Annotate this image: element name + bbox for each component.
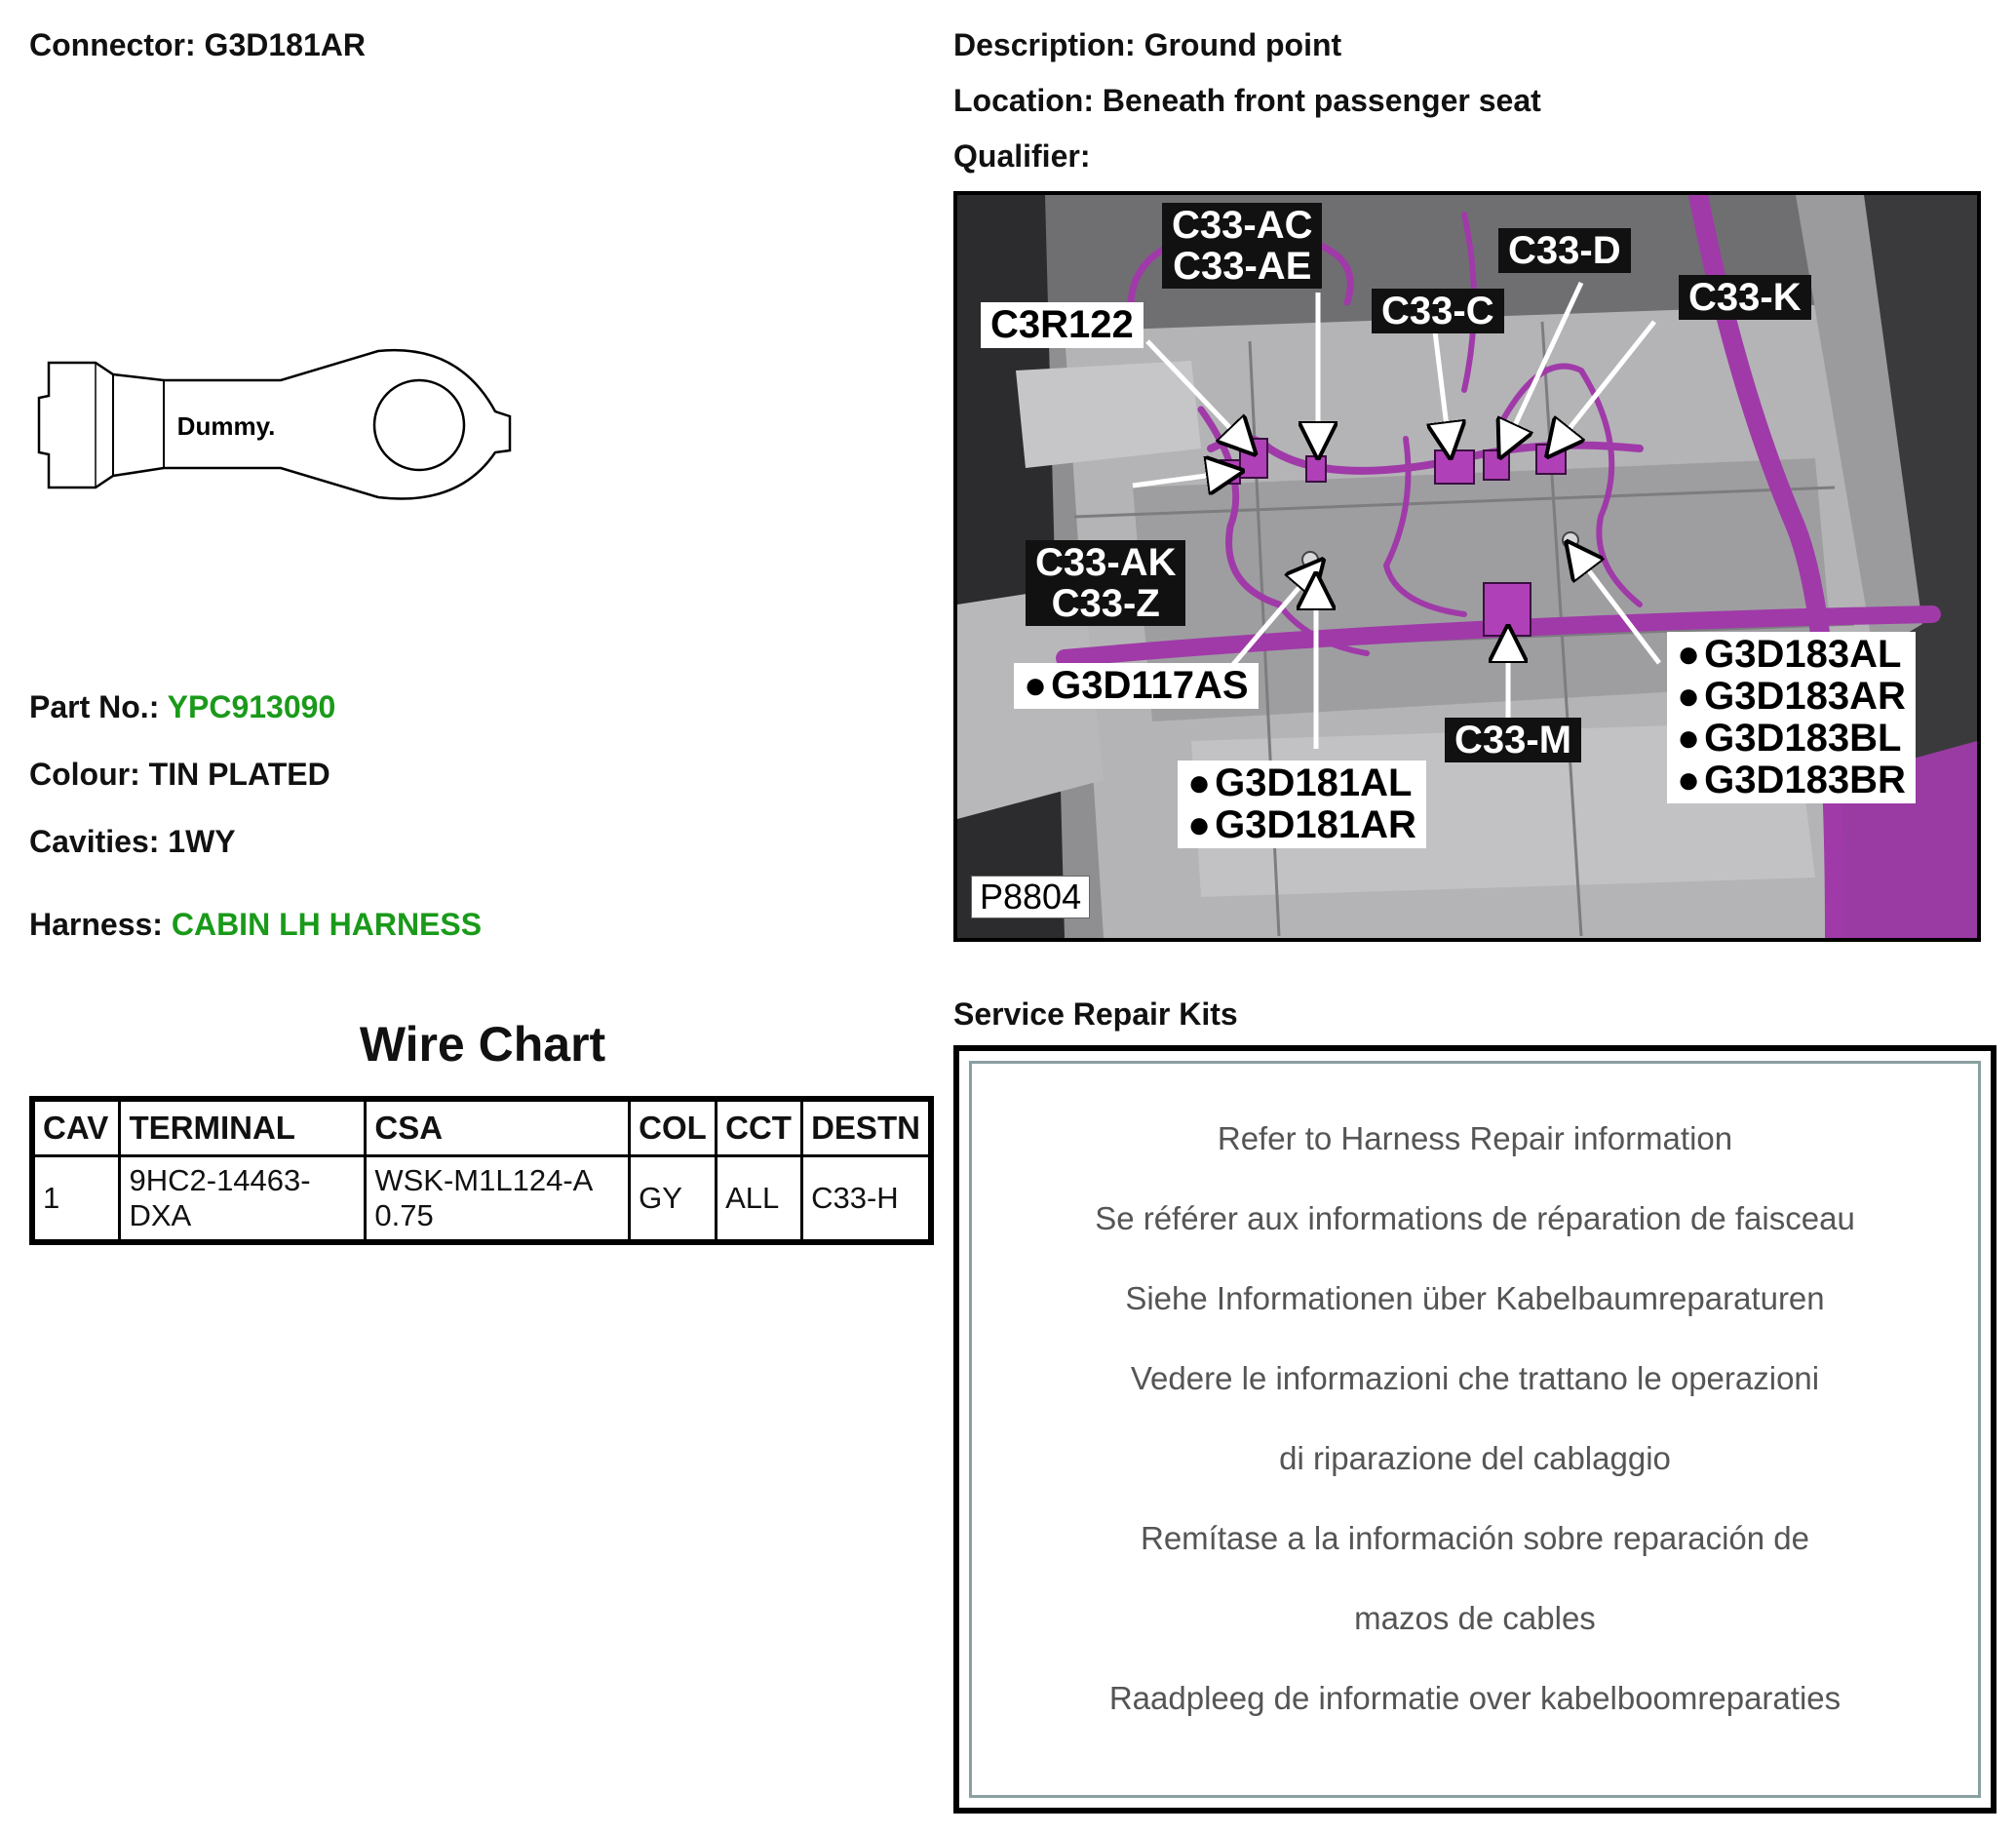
photo-label-g3d117as: ● G3D117AS: [1014, 663, 1259, 709]
wire-chart-title: Wire Chart: [359, 1017, 606, 1072]
cell-csa-line1: WSK-M1L124-A: [374, 1163, 594, 1197]
kit-line-nl: Raadpleeg de informatie over kabelboomreparaties: [1108, 1680, 1842, 1716]
header-csa: CSA: [366, 1099, 630, 1156]
cell-cct: ALL: [717, 1156, 802, 1243]
connector-field: [29, 27, 366, 63]
service-repair-kits-title: Service Repair Kits: [953, 996, 1238, 1032]
wire-chart-header-row: [32, 1099, 931, 1156]
description-value: Ground point: [1144, 27, 1342, 62]
kit-line-es-1: Remítase a la información sobre reparación de: [1140, 1520, 1810, 1556]
description-field: [953, 27, 1341, 63]
photo-label-g3d183br: ● G3D183BR: [1677, 760, 1906, 801]
cavities-label: Cavities:: [29, 824, 160, 859]
cell-cav: 1: [32, 1156, 120, 1243]
header-col: COL: [630, 1099, 717, 1156]
header-cct: CCT: [717, 1099, 802, 1156]
terminal-drawing: [37, 343, 515, 509]
connector-label: Connector:: [29, 27, 196, 62]
photo-label-c33-c: C33-C: [1372, 289, 1504, 333]
qualifier-label: Qualifier:: [953, 138, 1091, 174]
kit-line-fr: Se référer aux informations de réparation de faisceau: [1095, 1200, 1855, 1236]
cell-csa: [366, 1156, 630, 1243]
terminal-label: Dummy.: [176, 411, 276, 441]
photo-label-c33-m: C33-M: [1445, 718, 1581, 762]
colour-value: TIN PLATED: [148, 757, 330, 792]
location-photo: [953, 191, 1981, 942]
photo-label-g3d181ar: ● G3D181AR: [1187, 804, 1416, 846]
kit-line-en: Refer to Harness Repair information: [1217, 1120, 1733, 1156]
cell-terminal-line2: DXA: [129, 1198, 192, 1232]
photo-label-c3r122: C3R122: [981, 302, 1144, 348]
kit-line-it-2: di riparazione del cablaggio: [1279, 1440, 1671, 1476]
wire-chart-table: [29, 1096, 934, 1245]
cell-terminal-line1: 9HC2-14463-: [129, 1163, 311, 1197]
photo-label-g3d183bl: ● G3D183BL: [1677, 718, 1906, 760]
kit-line-it-1: Vedere le informazioni che trattano le operazioni: [1130, 1360, 1820, 1396]
description-label: Description:: [953, 27, 1136, 62]
part-no-field: [29, 689, 335, 725]
photo-label-c33-ac-ae: [1162, 203, 1322, 289]
location-label: Location:: [953, 83, 1094, 118]
photo-label-g3d183al: ● G3D183AL: [1677, 634, 1906, 676]
harness-field: [29, 907, 482, 943]
cavities-value: 1WY: [168, 824, 236, 859]
photo-label-g3d183ar: ● G3D183AR: [1677, 676, 1906, 718]
connector-value: G3D181AR: [204, 27, 366, 62]
part-no-label: Part No.:: [29, 689, 160, 724]
harness-value[interactable]: CABIN LH HARNESS: [171, 907, 483, 942]
cavities-field: [29, 824, 236, 860]
colour-field: [29, 757, 330, 793]
kit-line-es-2: mazos de cables: [1354, 1600, 1596, 1636]
part-no-value[interactable]: YPC913090: [167, 689, 336, 724]
colour-label: Colour:: [29, 757, 140, 792]
photo-label-c33-ac: C33-AC: [1172, 204, 1313, 247]
kit-line-de: Siehe Informationen über Kabelbaumreparaturen: [1125, 1280, 1825, 1316]
photo-label-c33-z: C33-Z: [1051, 582, 1160, 625]
photo-label-g3d183-group: [1667, 632, 1916, 803]
header-terminal: TERMINAL: [120, 1099, 366, 1156]
service-repair-kits-inner-frame: [969, 1061, 1981, 1798]
photo-label-c33-k: C33-K: [1679, 275, 1811, 320]
photo-label-c33-d: C33-D: [1498, 228, 1631, 273]
photo-label-g3d181al: ● G3D181AL: [1187, 762, 1416, 804]
photo-label-c33-ak: C33-AK: [1035, 541, 1177, 584]
photo-label-g3d181-group: [1178, 761, 1426, 848]
photo-reference-id: P8804: [971, 876, 1090, 918]
cell-col: GY: [630, 1156, 717, 1243]
cell-terminal: [120, 1156, 366, 1243]
photo-label-c33-ak-z: [1026, 540, 1185, 626]
harness-label: Harness:: [29, 907, 163, 942]
qualifier-field: [953, 138, 1090, 175]
header-destn: DESTN: [802, 1099, 931, 1156]
location-value: Beneath front passenger seat: [1102, 83, 1541, 118]
cell-destn: C33-H: [802, 1156, 931, 1243]
service-repair-kits-box: [953, 1045, 1997, 1814]
table-row: [32, 1156, 931, 1243]
photo-label-c33-ae: C33-AE: [1173, 245, 1312, 288]
location-field: [953, 83, 1541, 119]
cell-csa-line2: 0.75: [374, 1198, 434, 1232]
header-cav: CAV: [32, 1099, 120, 1156]
